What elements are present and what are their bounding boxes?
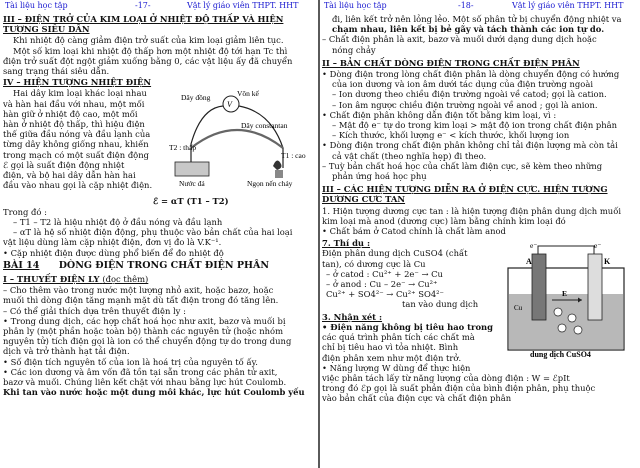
voltmeter-symbol: V	[227, 100, 232, 110]
reaction-line: – ở catod : Cu²⁺ + 2e⁻ → Cu	[326, 268, 443, 279]
label-cu: Cu	[514, 304, 523, 313]
page-number: -18-	[458, 1, 474, 10]
text-line: • Cặp nhiệt điện được dùng phổ biến để đo nhiệt độ	[3, 247, 224, 258]
section-note: (đọc thêm)	[102, 274, 149, 285]
thermocouple-diagram	[161, 88, 313, 192]
example-heading: 7. Thí dụ :	[322, 238, 371, 249]
text-line: cả vật chất (theo nghĩa hẹp) đi theo.	[332, 150, 487, 161]
header-left: Tài liệu học tập	[324, 1, 387, 10]
label-ice: Nước đá	[179, 179, 205, 189]
section-heading-electrolytic-dissociation	[3, 274, 319, 284]
text-line: trong đó ℰp gọi là suất phản điện của bình điện phân, phụ thuộc	[322, 383, 596, 394]
text-line: nóng chảy	[332, 44, 376, 55]
text-line: • Chất bám ở Catod chính là chất làm anod	[322, 226, 506, 237]
text-line: phản ứng hoá học phụ	[332, 171, 427, 182]
page-17	[3, 0, 319, 468]
text-line: hàn ở nhiệt độ thấp, thì hiệu điện	[3, 119, 145, 130]
lesson-heading	[3, 261, 319, 271]
text-line: – Ion dương theo chiều điện trường ngoài về catod; gọi là cation.	[332, 89, 607, 100]
candle-icon	[275, 170, 283, 178]
ion-icon	[574, 326, 582, 334]
label-electron-right: e⁻	[594, 241, 602, 251]
text-line: phân ly (một phần hoặc toàn bộ) thành các nguyên tử (hoặc nhóm	[3, 326, 284, 337]
text-line: ℰ gọi là suất điện động nhiệt	[3, 159, 125, 170]
text-line: việc phân tách lấy từ năng lượng của dòng điện : W = ℰpIt	[322, 372, 570, 383]
page-header	[3, 0, 319, 11]
reaction-note: tan vào dung dịch	[402, 299, 479, 310]
solution-fill	[509, 294, 623, 349]
label-solution: dung dịch CuSO4	[530, 350, 591, 360]
text-line: Hai dây kim loại khác loại nhau	[13, 88, 147, 99]
text-line: 1. Hiện tượng dương cực tan : là hiện tượng điện phân dung dịch muối	[322, 205, 622, 216]
text-line: • Số điện tích nguyên tố của ion là hoá trị của nguyên tố ấy.	[3, 356, 258, 367]
text-line: sang trạng thái siêu dẫn.	[3, 66, 110, 77]
thermoelectric-block	[3, 88, 319, 194]
label-copper-wire: Dây đồng	[181, 93, 211, 103]
text-line: • Năng lượng W dùng để thực hiện	[322, 362, 471, 373]
label-t1: T1 : cao	[281, 151, 306, 161]
anode-plate	[532, 254, 546, 320]
header-right: Vật lý giáo viên THPT. HHT	[512, 1, 624, 10]
page-divider	[318, 0, 320, 468]
electrolysis-figure	[502, 238, 630, 373]
lesson-number: BÀI 14	[3, 259, 40, 271]
text-line: – Cho thêm vào trong nước một lượng nhỏ axit, hoặc bazơ, hoặc	[3, 285, 274, 296]
text-line: Khi nhiệt độ càng giảm điện trở suất của kim loại giảm liên tục.	[13, 35, 284, 46]
header-left: Tài liệu học tập	[5, 1, 68, 10]
external-wire	[538, 246, 594, 254]
text-line: điện, và bộ hai dây dẫn hàn hai	[3, 170, 136, 181]
label-cathode: K	[604, 257, 611, 267]
text-line: nguyên tử) tích điện gọi là ion có thể chuyển động tự do trong dung	[3, 336, 292, 347]
text-line: – Kích thước, khối lượng e⁻ < kích thước, khối lượng ion	[332, 130, 570, 141]
text-line: tan), có dương cực là Cu	[322, 258, 426, 269]
text-line: • Dòng điện trong chất điện phân không chỉ tải điện lượng mà còn tải	[322, 140, 618, 151]
label-flame: Ngọn nến cháy	[247, 179, 293, 189]
text-line: vào bản chất của điện cực và chất điện phân	[322, 393, 512, 404]
electrolysis-block	[322, 238, 638, 373]
text-line: chạm nhau, liên kết bị bẻ gãy và tách thành các ion tự do.	[332, 24, 605, 35]
where-label: Trong đó :	[3, 206, 47, 217]
page-18	[322, 0, 638, 468]
text-line: • Trong dung dịch, các hợp chất hoá học như axit, bazơ và muối bị	[3, 315, 286, 326]
ion-icon	[568, 314, 576, 322]
text-line: – T1 – T2 là hiệu nhiệt độ ở đầu nóng và đầu lạnh	[13, 217, 223, 228]
lesson-title: DÒNG ĐIỆN TRONG CHẤT ĐIỆN PHÂN	[58, 259, 270, 271]
electrolysis-diagram	[502, 238, 630, 360]
ion-icon	[554, 308, 562, 316]
ice-container	[175, 162, 209, 176]
text-line: vật liệu dùng làm cặp nhiệt điện, đơn vị đo là V.K⁻¹.	[3, 237, 222, 248]
text-line: – Có thể giải thích dựa trên thuyết điện ly :	[3, 305, 186, 316]
remarks-heading: 3. Nhận xét :	[322, 311, 383, 322]
text-line: – αT là hệ số nhiệt điện động, phụ thuộc vào bản chất của hai loại	[13, 227, 293, 238]
text-line: điện phân xem như một điện trở.	[322, 352, 462, 363]
text-line: của ion dương và ion âm dưới tác dụng của điện trường ngoài	[332, 79, 593, 90]
text-line: hàn giữ ở nhiệt độ cao, một mối	[3, 108, 138, 119]
text-line: các quá trình phân tích các chất mà	[322, 332, 475, 343]
text-line: muối thì dòng điện tăng mạnh mặt dù tất điện trong đó tăng lên.	[3, 295, 279, 306]
text-line: Khi tan vào nước hoặc một dung môi khác, lực hút Coulomb yếu	[3, 387, 305, 398]
text-line: dịch và trở thành hạt tải điện.	[3, 346, 130, 357]
section-heading-electrode-phenomena: III – CÁC HIỆN TƯỢNG DIỄN RA Ở ĐIỆN CỰC. HIỆN TƯỢNG DƯƠNG CỰC TAN	[322, 184, 608, 205]
text-line: và hàn hai đầu với nhau, một mối	[3, 98, 145, 109]
text-line: – Chất điện phân là axit, bazơ và muối dưới dạng dung dịch hoặc	[322, 34, 597, 45]
text-line: Điện phân dung dịch CuSO4 (chất	[322, 248, 468, 259]
label-anode: A	[526, 257, 532, 267]
label-constantan: Dây constantan	[241, 121, 288, 131]
text-line: thế giữa đầu nóng và đầu lạnh của	[3, 129, 151, 140]
label-field: E	[562, 289, 568, 299]
copper-wire-right	[239, 106, 283, 168]
text-line: • Điện năng không bị tiêu hao trong	[322, 321, 493, 332]
text-line: • Dòng điện trong lòng chất điện phân là dòng chuyển động có hướng	[322, 69, 620, 80]
flame-icon	[273, 161, 282, 171]
text-line: – Ion âm ngược chiều điện trường ngoài về anod ; gọi là anion.	[332, 99, 598, 110]
reaction-line: – ở anod : Cu – 2e⁻ → Cu²⁺	[326, 279, 438, 290]
header-right: Vật lý giáo viên THPT. HHT	[187, 1, 299, 10]
text-line: từng dây không giống nhau, khiến	[3, 139, 149, 150]
page-number: -17-	[135, 1, 151, 10]
ion-icon	[558, 324, 566, 332]
text-line: – Tuỳ bản chất hoá học của chất làm điện cực, sẽ kèm theo những	[322, 160, 603, 171]
label-voltmeter: Vôn kế	[237, 89, 259, 99]
page-header	[322, 0, 638, 11]
text-line: kim loại mà anod (dương cực) làm bằng chính kim loại đó	[322, 215, 566, 226]
text-line: đầu vào nhau gọi là cặp nhiệt điện.	[3, 180, 153, 191]
text-line: Một số kim loại khi nhiệt độ thấp hơn một nhiệt độ tới hạn Tc thì	[13, 45, 288, 56]
thermocouple-figure	[161, 88, 313, 194]
text-line: • Chất điện phân không dẫn điện tốt bằng kim loại, vì :	[322, 109, 557, 120]
section-heading-thermoelectric: IV – HIỆN TƯỢNG NHIỆT ĐIỆN	[3, 77, 152, 88]
text-line: – Mật độ e⁻ tự do trong kim loại > mật độ ion trong chất điện phân	[332, 120, 618, 131]
thermoelectric-formula: ℰ = αT (T1 – T2)	[153, 195, 229, 206]
section-title: I – THUYẾT ĐIỆN LY	[3, 274, 100, 285]
text-line: điện trở suất đột ngột giảm xuống bằng 0, các vật liệu ấy đã chuyển	[3, 55, 293, 66]
label-electron-left: e⁻	[530, 241, 538, 251]
constantan-wire	[191, 130, 283, 148]
text-line: đi, liên kết trở nên lỏng lẻo. Một số phân tử bị chuyển động nhiệt va	[332, 14, 622, 24]
text-line: chỉ bị tiêu hao vì tỏa nhiệt. Bình	[322, 342, 459, 353]
section-heading-superconductivity: III – ĐIỆN TRỞ CỦA KIM LOẠI Ở NHIỆT ĐỘ THẤP VÀ HIỆN TƯỢNG SIÊU DẪN	[3, 14, 284, 35]
text-line: trong mạch có một suất điện động	[3, 149, 149, 160]
label-t2: T2 : thấp	[169, 143, 197, 153]
reaction-line: Cu²⁺ + SO4²⁻ → Cu²⁺ SO4²⁻	[326, 289, 444, 300]
cathode-plate	[588, 254, 602, 320]
section-heading-electrolyte-current: II – BẢN CHẤT DÒNG ĐIỆN TRONG CHẤT ĐIỆN PHÂN	[322, 57, 580, 68]
text-line: • Các ion dương và âm vốn đã tồn tại sẵn trong các phân tử axit,	[3, 366, 278, 377]
text-line: bazơ và muối. Chúng liên kết chặt với nhau bằng lực hút Coulomb.	[3, 377, 287, 388]
